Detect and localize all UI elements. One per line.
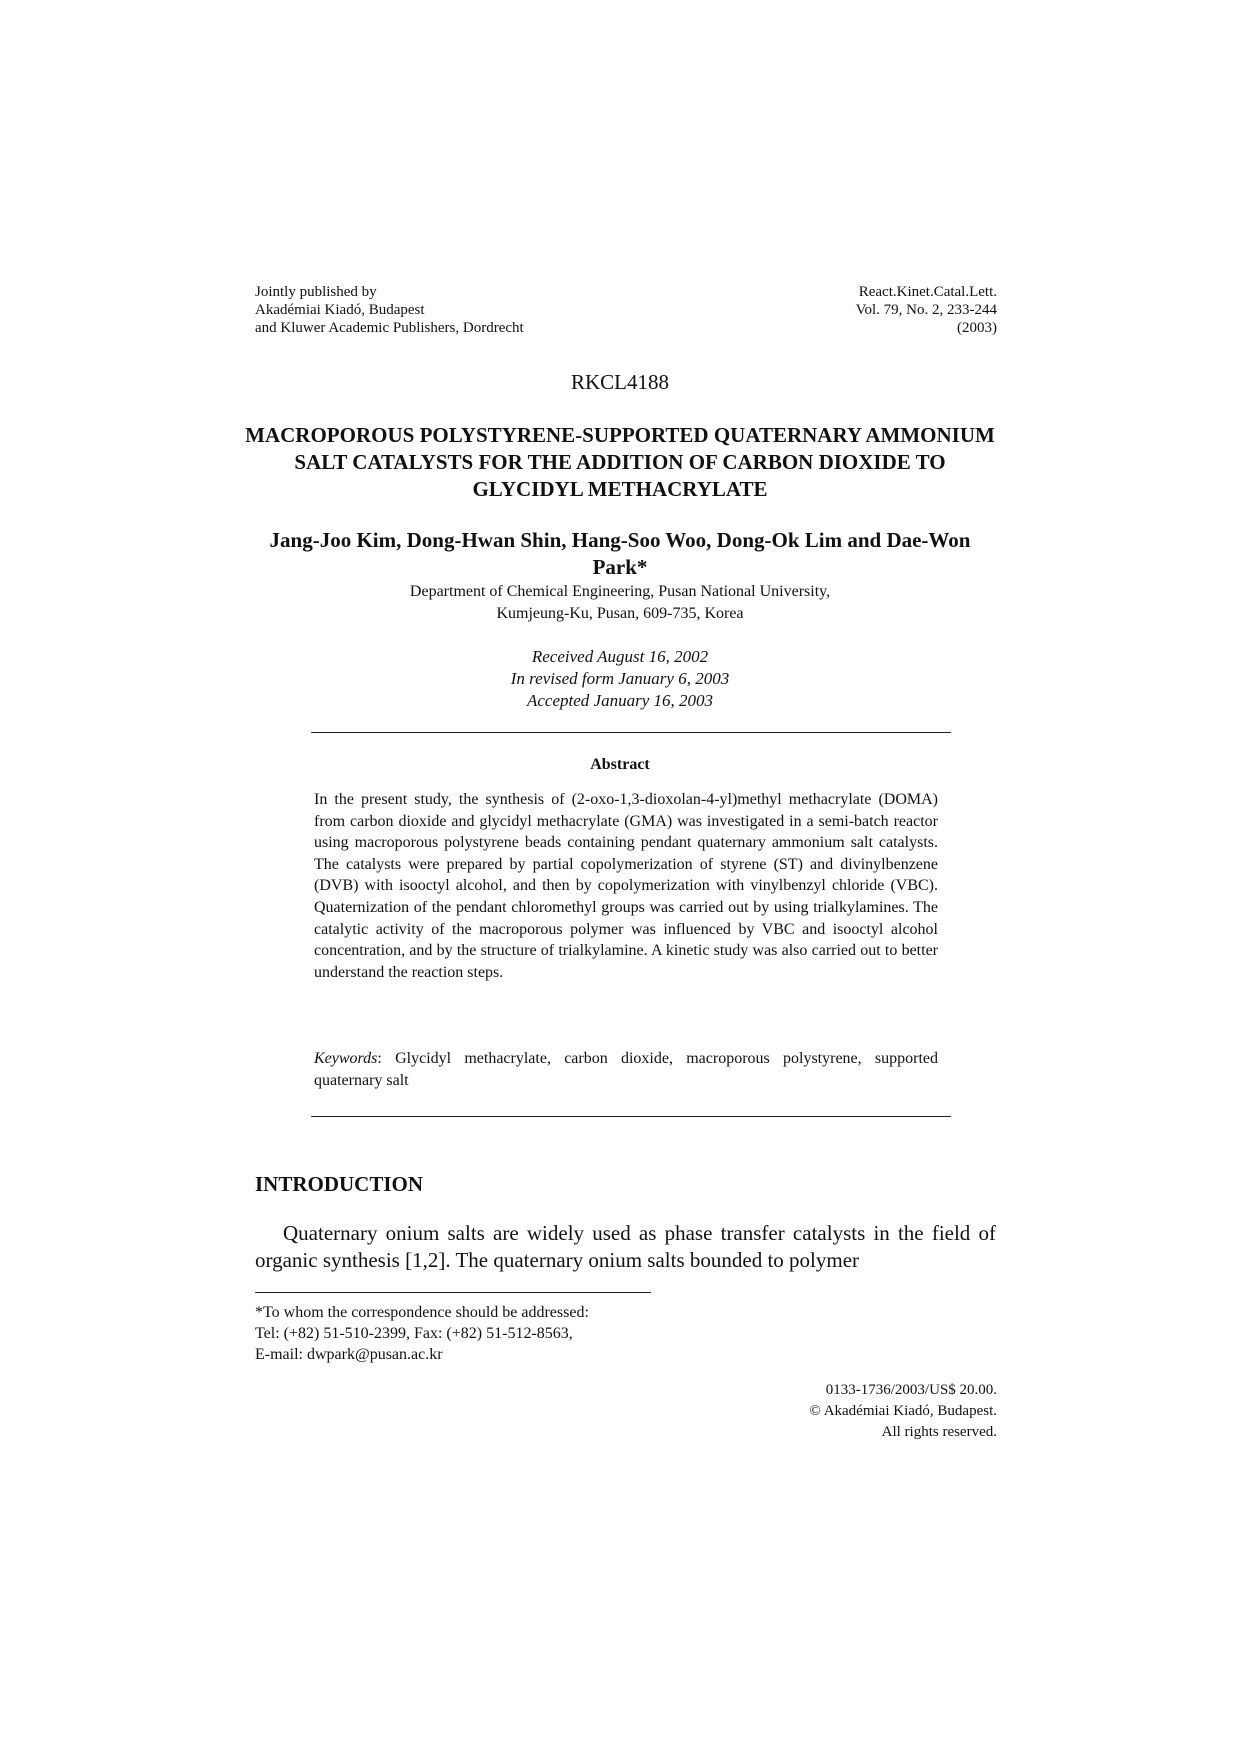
copyright-line: © Akadémiai Kiadó, Budapest. [809,1403,997,1419]
keywords-label: Keywords [314,1050,378,1067]
author-list: Jang-Joo Kim, Dong-Hwan Shin, Hang-Soo Woo, Dong-Ok Lim and Dae-Won Park* [269,528,971,579]
journal-line: (2003) [957,320,997,336]
abstract-heading: Abstract [590,756,650,773]
journal-line: Vol. 79, No. 2, 233-244 [855,302,997,318]
footnote-line: *To whom the correspondence should be addressed: [255,1304,589,1321]
journal-line: React.Kinet.Catal.Lett. [858,284,997,300]
paper-title: MACROPOROUS POLYSTYRENE-SUPPORTED QUATERNARY AMMONIUM SALT CATALYSTS FOR THE ADDITION OF CARBON DIOXIDE TO GLYCIDYL METHACRYLATE [245,423,995,501]
accepted-date: Accepted January 16, 2003 [527,691,713,710]
section-heading-introduction: INTRODUCTION [255,1172,424,1196]
article-code: RKCL4188 [570,370,669,394]
submission-dates [240,646,1000,712]
footnote-line: Tel: (+82) 51-510-2399, Fax: (+82) 51-512-8563, [255,1325,573,1342]
publisher-line: Akadémiai Kiadó, Budapest [255,302,425,318]
journal-citation [856,283,997,337]
abstract-top-rule [311,732,951,733]
publisher-info [255,283,524,337]
copyright-line: All rights reserved. [881,1424,997,1440]
affiliation-line: Kumjeung-Ku, Pusan, 609-735, Korea [496,605,744,622]
received-date: Received August 16, 2002 [531,647,709,666]
affiliation-line: Department of Chemical Engineering, Pusan National University, [409,583,831,600]
footnote-line: E-mail: dwpark@pusan.ac.kr [255,1346,443,1363]
publisher-line: Jointly published by [255,284,377,300]
correspondence-footnote [255,1302,589,1365]
keywords [314,1048,938,1092]
copyright-notice [809,1380,997,1443]
affiliation [240,581,1000,625]
copyright-line: 0133-1736/2003/US$ 20.00. [825,1382,997,1398]
revised-date: In revised form January 6, 2003 [510,669,730,688]
abstract-text: In the present study, the synthesis of (2-oxo-1,3-dioxolan-4-yl)methyl methacrylate (DOMA) from carbon dioxide and glycidyl methacrylate (GMA) was investigated in a semi-batch reactor using macroporous polystyrene beads containing pendant quaternary ammonium salt catalysts. The catalysts were prepared by partial copolymerization of styrene (ST) and divinylbenzene (DVB) with isooctyl alcohol, and then by copolymerization with vinylbenzyl chloride (VBC). Quaternization of the pendant chloromethyl groups was carried out by using trialkylamines. The catalytic activity of the macroporous polymer was influenced by VBC and isooctyl alcohol concentration, and by the structure of trialkylamine. A kinetic study was also carried out to better understand the reaction steps. [314,791,938,981]
abstract-bottom-rule [311,1116,951,1117]
footnote-rule [255,1292,651,1293]
introduction-paragraph: Quaternary onium salts are widely used as phase transfer catalysts in the field of organic synthesis [1,2]. The quaternary onium salts bounded to polymer [255,1221,996,1272]
publisher-line: and Kluwer Academic Publishers, Dordrecht [255,320,524,336]
keywords-text: : Glycidyl methacrylate, carbon dioxide, macroporous polystyrene, supported quaternary salt [314,1050,938,1089]
